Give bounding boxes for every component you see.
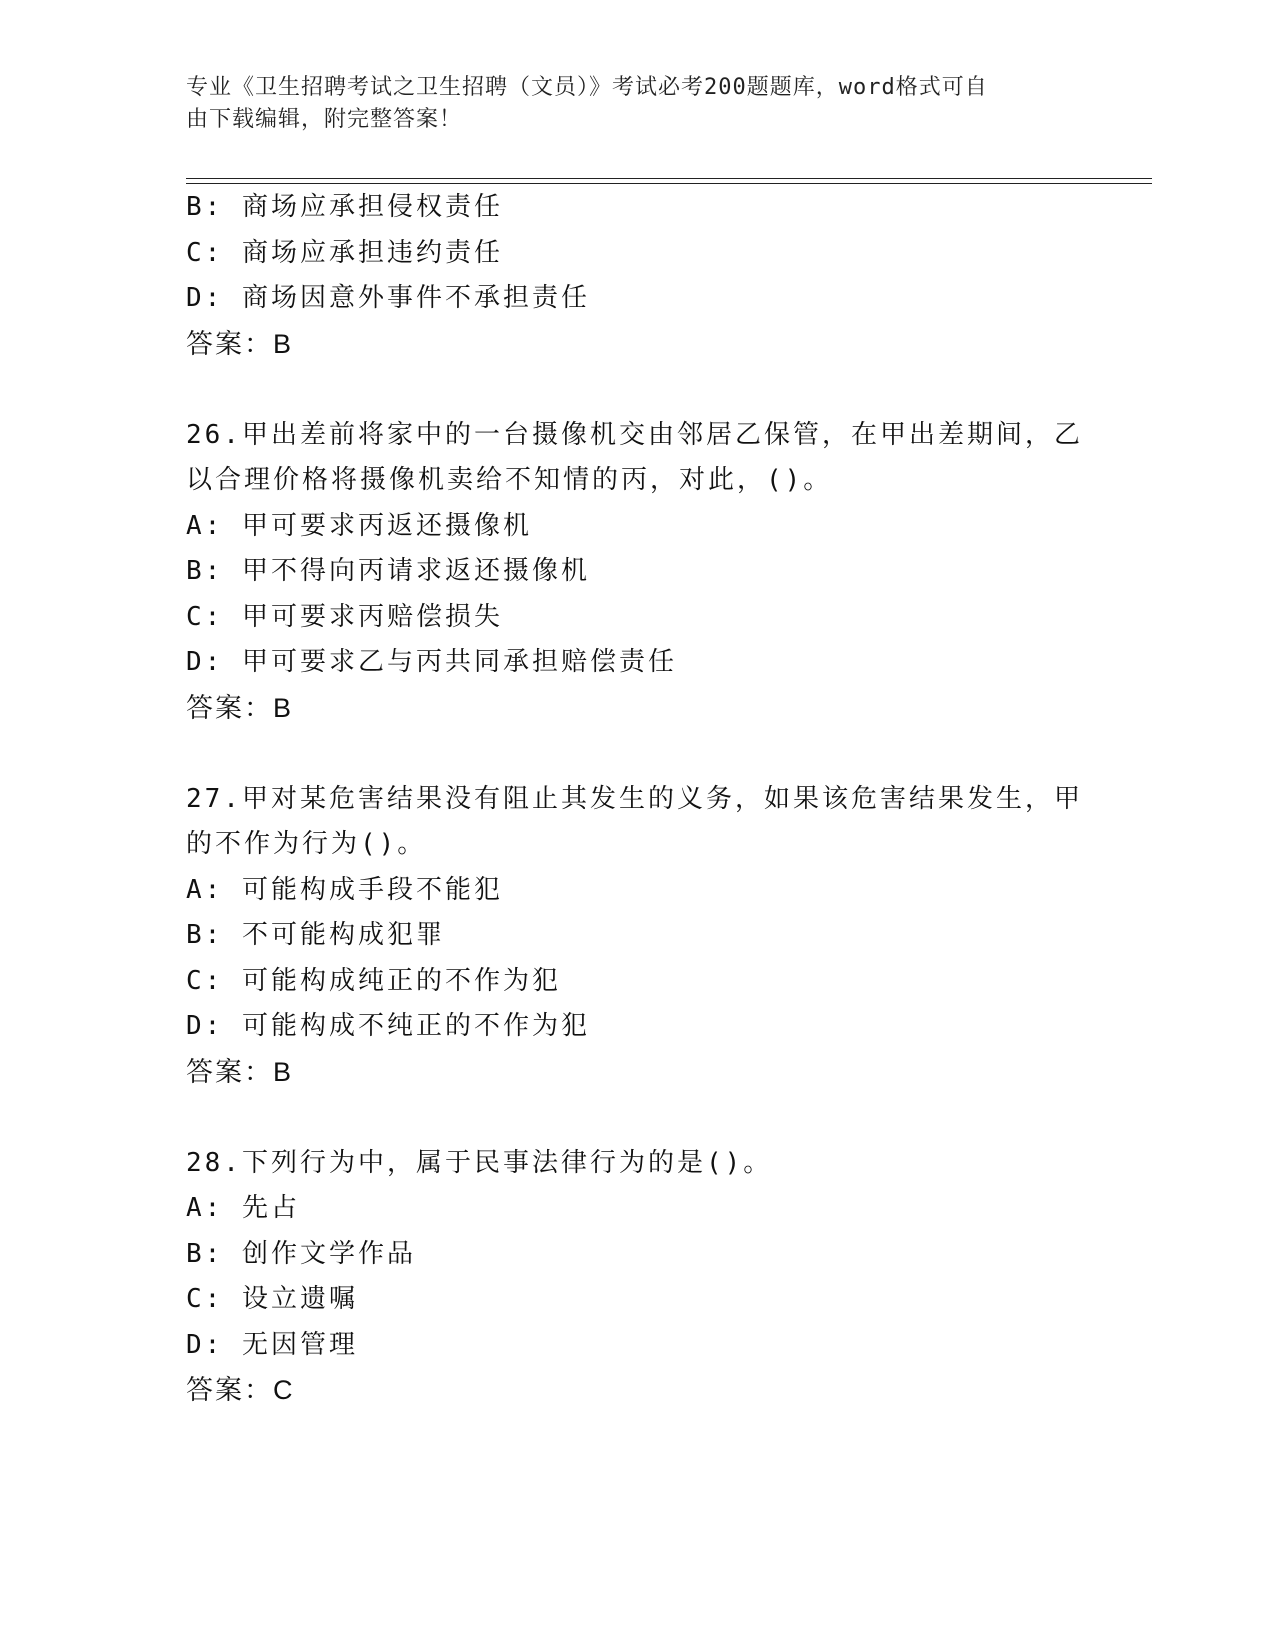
answer-label: 答案：C	[186, 1375, 295, 1405]
option-a: A: 甲可要求丙返还摄像机	[186, 510, 532, 541]
question-stem-line: 以合理价格将摄像机卖给不知情的丙，对此，()。	[186, 465, 833, 495]
option-c: C: 可能构成纯正的不作为犯	[186, 965, 561, 996]
option-d: D: 商场因意外事件不承担责任	[186, 283, 590, 313]
option-c: C: 商场应承担违约责任	[186, 237, 503, 268]
answer-label: 答案：B	[186, 328, 294, 359]
question-27	[186, 777, 1086, 1096]
question-stem-line: 的不作为行为()。	[186, 829, 427, 859]
question-stem-line: 28.下列行为中，属于民事法律行为的是()。	[186, 1147, 773, 1178]
option-c: C: 设立遗嘱	[186, 1284, 358, 1314]
option-a: A: 可能构成手段不能犯	[186, 874, 503, 905]
question-stem-line: 26.甲出差前将家中的一台摄像机交由邻居乙保管，在甲出差期间，乙	[186, 419, 1083, 450]
header-divider-bottom	[186, 183, 1152, 184]
option-d: D: 无因管理	[186, 1329, 358, 1360]
answer-label: 答案：B	[186, 692, 294, 723]
answer-label: 答案：B	[186, 1056, 294, 1087]
option-a: A: 先占	[186, 1193, 300, 1223]
option-d: D: 可能构成不纯正的不作为犯	[186, 1011, 590, 1041]
header-title-line-1: 专业《卫生招聘考试之卫生招聘（文员）》考试必考200题题库，word格式可自	[186, 75, 988, 100]
question-stem-line: 27.甲对某危害结果没有阻止其发生的义务，如果该危害结果发生，甲	[186, 783, 1083, 814]
option-b: B: 不可能构成犯罪	[186, 920, 445, 950]
question-26	[186, 413, 1086, 732]
option-d: D: 甲可要求乙与丙共同承担赔偿责任	[186, 647, 677, 677]
header-title-line-2: 由下载编辑，附完整答案！	[186, 107, 463, 132]
question-25-continued	[186, 185, 1086, 367]
option-b: B: 创作文学作品	[186, 1238, 416, 1269]
document-header	[186, 72, 1066, 136]
header-divider-top	[186, 178, 1152, 179]
option-b: B: 商场应承担侵权责任	[186, 192, 503, 222]
question-28	[186, 1141, 1086, 1414]
option-b: B: 甲不得向丙请求返还摄像机	[186, 556, 590, 586]
option-c: C: 甲可要求丙赔偿损失	[186, 601, 503, 632]
document-body	[186, 185, 1086, 1414]
